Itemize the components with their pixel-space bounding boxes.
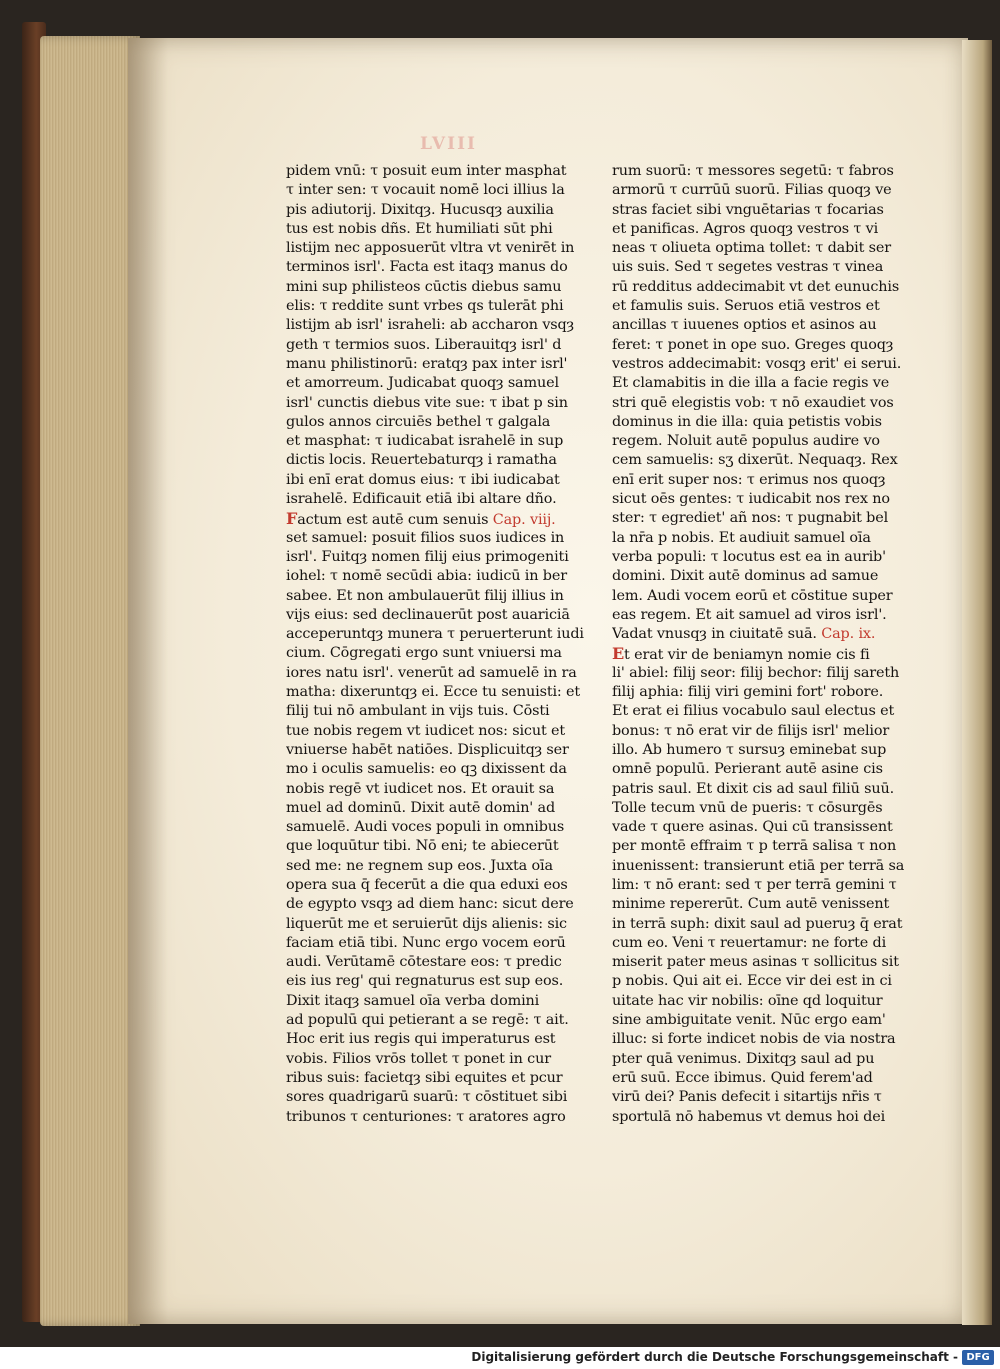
text-line xyxy=(612,837,912,856)
text-line xyxy=(286,857,586,876)
line-text: sportulā nō habemus vt demus hoi dei xyxy=(612,1108,886,1125)
line-text: t erat vir de beniamyn nomie cis fi xyxy=(624,647,870,664)
line-text: et panificas. Agros quoqȝ vestros τ vi xyxy=(612,220,879,237)
text-line xyxy=(286,355,586,374)
line-text: minime repererūt. Cum autē venissent xyxy=(612,896,890,913)
line-text: Et clamabitis in die illa a facie regis ve xyxy=(612,375,890,392)
line-text: samuelē. Audi voces populi in omnibus xyxy=(286,819,565,836)
text-line xyxy=(612,818,912,837)
text-line xyxy=(612,972,912,991)
text-line xyxy=(286,297,586,316)
text-line xyxy=(286,625,586,644)
text-line xyxy=(286,895,586,914)
funding-note: Digitalisierung gefördert durch die Deutsche Forschungsgemeinschaft - xyxy=(471,1350,958,1364)
text-line xyxy=(612,606,912,625)
text-line xyxy=(286,1088,586,1107)
text-line xyxy=(286,162,586,181)
line-text: lem. Audi vocem eorū et cōstitue super xyxy=(612,587,893,604)
text-line xyxy=(612,760,912,779)
text-line xyxy=(286,780,586,799)
line-text: faciam etiā tibi. Nunc ergo vocem eorū xyxy=(286,934,566,951)
line-text: Dixit itaqȝ samuel oīa verba domini xyxy=(286,992,540,1009)
line-text: audi. Verūtamē cōtestare eos: τ predic xyxy=(286,954,562,971)
line-text: τ inter sen: τ vocauit nomē loci illius la xyxy=(286,182,565,199)
line-text: stras faciet sibi vnguētarias τ focarias xyxy=(612,201,884,218)
text-line xyxy=(612,432,912,451)
text-line xyxy=(286,336,586,355)
text-line xyxy=(612,1050,912,1069)
page-right-edge xyxy=(962,40,992,1325)
line-text: cium. Cōgregati ergo sunt vniuersi ma xyxy=(286,645,562,662)
chapter-rubric: Cap. ix. xyxy=(816,626,876,643)
line-text: stri quē elegistis vob: τ nō exaudiet vos xyxy=(612,394,894,411)
text-line xyxy=(612,1011,912,1030)
line-text: Et erat ei filius vocabulo saul electus et xyxy=(612,703,895,720)
line-text: listijm nec apposuerūt vltra vt venirēt in xyxy=(286,240,575,257)
line-text: virū dei? Panis defecit i sitartijs nr̄is τ xyxy=(612,1089,882,1106)
line-text: terminos isrl'. Facta est itaqȝ manus do xyxy=(286,259,568,276)
line-text: vijs eius: sed declinauerūt post auariciā xyxy=(286,606,570,623)
text-line xyxy=(286,490,586,509)
text-line xyxy=(286,587,586,606)
text-line xyxy=(286,1050,586,1069)
footer-bar xyxy=(0,1347,1000,1369)
line-text: nobis regē vt iudicet nos. Et orauit sa xyxy=(286,780,555,797)
line-text: enī erit super nos: τ erimus nos quoqȝ xyxy=(612,471,886,488)
text-line xyxy=(612,316,912,335)
line-text: mo i oculis samuelis: eo qꝫ dixissent da xyxy=(286,761,567,778)
text-line xyxy=(612,644,912,663)
line-text: vade τ quere asinas. Qui cū transissent xyxy=(612,819,893,836)
text-line xyxy=(612,780,912,799)
text-line xyxy=(286,606,586,625)
text-line xyxy=(612,181,912,200)
text-line xyxy=(612,239,912,258)
text-line xyxy=(612,451,912,470)
text-line xyxy=(286,760,586,779)
text-line xyxy=(612,934,912,953)
text-line xyxy=(612,220,912,239)
line-text: israhelē. Edificauit etiā ibi altare dño. xyxy=(286,491,557,508)
text-line xyxy=(286,394,586,413)
line-text: uis suis. Sed τ segetes vestras τ vinea xyxy=(612,259,884,276)
line-text: sine ambiguitate venit. Nūc ergo eam' xyxy=(612,1012,886,1029)
text-line xyxy=(612,529,912,548)
line-text: per montē effraim τ p terrā salisa τ non xyxy=(612,838,897,855)
text-line xyxy=(286,258,586,277)
line-text: miserit pater meus asinas τ sollicitus sit xyxy=(612,954,899,971)
text-line xyxy=(286,548,586,567)
line-text: in terrā suph: dixit saul ad pueruȝ q̄ erat xyxy=(612,915,903,932)
line-text: bonus: τ nō erat vir de filijs isrl' melior xyxy=(612,722,890,739)
line-text: liquerūt me et seruierūt dijs alienis: sic xyxy=(286,915,567,932)
text-line xyxy=(286,567,586,586)
text-line xyxy=(286,181,586,200)
line-text: tribunos τ centuriones: τ aratores agro xyxy=(286,1108,566,1125)
line-text: matha: dixeruntqȝ ei. Ecce tu senuisti: et xyxy=(286,684,581,701)
line-text: cem samuelis: sʒ dixerūt. Nequaqȝ. Rex xyxy=(612,452,898,469)
line-text: isrl' cunctis diebus vite sue: τ ibat p sin xyxy=(286,394,568,411)
text-line xyxy=(612,683,912,702)
text-line xyxy=(612,1088,912,1107)
gutter-shadow xyxy=(128,38,168,1324)
line-text: feret: τ ponet in ope suo. Greges quoqȝ xyxy=(612,336,894,353)
line-text: filij tui nō ambulant in vijs tuis. Cōsti xyxy=(286,703,550,720)
line-text: ad populū qui petierant a se regē: τ ait. xyxy=(286,1012,569,1029)
line-text: iores natu isrl'. venerūt ad samuelē in ra xyxy=(286,664,577,681)
line-text: et masphat: τ iudicabat israhelē in sup xyxy=(286,433,564,450)
line-text: cum eo. Veni τ reuertamur: ne forte di xyxy=(612,934,887,951)
text-line xyxy=(612,567,912,586)
text-line xyxy=(612,722,912,741)
text-line xyxy=(286,664,586,683)
text-line xyxy=(612,509,912,528)
text-line xyxy=(612,258,912,277)
line-text: eas regem. Et ait samuel ad viros isrl'. xyxy=(612,606,887,623)
line-text: opera sua q̄ fecerūt a die qua eduxi eos xyxy=(286,876,568,893)
line-text: vestros addecimabit: vosqȝ erit' ei serui. xyxy=(612,355,902,372)
text-line xyxy=(286,837,586,856)
text-line xyxy=(612,201,912,220)
text-line xyxy=(286,915,586,934)
line-text: acceperuntqȝ munera τ peruerterunt iudi xyxy=(286,626,584,643)
text-line xyxy=(286,471,586,490)
line-text: tue nobis regem vt iudicet nos: sicut et xyxy=(286,722,566,739)
text-line xyxy=(612,857,912,876)
text-line xyxy=(612,953,912,972)
line-text: set samuel: posuit filios suos iudices in xyxy=(286,529,565,546)
line-text: domini. Dixit autē dominus ad samue xyxy=(612,568,879,585)
line-text: que loquūtur tibi. Nō eni; te abiecerūt xyxy=(286,838,559,855)
line-text: illuc: si forte indicet nobis de via nostra xyxy=(612,1031,896,1048)
text-line xyxy=(286,1011,586,1030)
text-line xyxy=(612,915,912,934)
line-text: elis: τ reddite sunt vrbes qs tulerāt phi xyxy=(286,298,564,315)
text-line xyxy=(286,876,586,895)
line-text: mini sup philisteos cūctis diebus samu xyxy=(286,278,562,295)
line-text: uitate hac vir nobilis: oīne qd loquitur xyxy=(612,992,883,1009)
text-line xyxy=(612,587,912,606)
text-line xyxy=(612,1108,912,1127)
text-line xyxy=(612,625,912,644)
text-line xyxy=(286,934,586,953)
text-column-right xyxy=(612,162,912,1127)
rubricated-initial: F xyxy=(286,509,298,529)
line-text: geth τ termios suos. Liberauitqȝ isrl' d xyxy=(286,336,562,353)
text-line xyxy=(612,895,912,914)
text-line xyxy=(612,297,912,316)
text-line xyxy=(286,1108,586,1127)
line-text: lim: τ nō erant: sed τ per terrā gemini τ xyxy=(612,876,897,893)
rubricated-initial: E xyxy=(612,644,625,664)
chapter-rubric: Cap. viij. xyxy=(488,512,556,529)
text-line xyxy=(612,394,912,413)
text-line xyxy=(286,1030,586,1049)
line-text: verba populi: τ locutus est ea in aurib' xyxy=(612,548,886,565)
text-line xyxy=(286,818,586,837)
line-text: ribus suis: facietqȝ sibi equites et pcur xyxy=(286,1069,563,1086)
line-text: sed me: ne regnem sup eos. Juxta oīa xyxy=(286,857,553,874)
text-line xyxy=(286,1069,586,1088)
line-text: armorū τ currūū suorū. Filias quoqȝ ve xyxy=(612,182,892,199)
line-text: Hoc erit ius regis qui imperaturus est xyxy=(286,1031,556,1048)
line-text: erū suū. Ecce ibimus. Quid ferem'ad xyxy=(612,1069,873,1086)
text-line xyxy=(612,741,912,760)
text-line xyxy=(286,683,586,702)
text-line xyxy=(612,355,912,374)
text-line xyxy=(612,992,912,1011)
text-line xyxy=(286,201,586,220)
text-line xyxy=(612,876,912,895)
text-line xyxy=(286,278,586,297)
line-text: illo. Ab humero τ sursuȝ eminebat sup xyxy=(612,741,887,758)
text-line xyxy=(286,451,586,470)
line-text: gulos annos circuiēs bethel τ galgala xyxy=(286,413,551,430)
line-text: dominus in die illa: quia petistis vobis xyxy=(612,413,882,430)
text-column-left xyxy=(286,162,586,1127)
text-line xyxy=(286,741,586,760)
line-text: inuenissent: transierunt etiā per terrā sa xyxy=(612,857,905,874)
text-line xyxy=(286,509,586,528)
text-line xyxy=(612,702,912,721)
text-line xyxy=(612,162,912,181)
line-text: Vadat vnusqȝ in ciuitatē suā. xyxy=(612,626,817,643)
line-text: sicut oēs gentes: τ iudicabit nos rex no xyxy=(612,491,890,508)
text-line xyxy=(612,336,912,355)
line-text: pidem vnū: τ posuit eum inter masphat xyxy=(286,163,567,179)
text-line xyxy=(286,953,586,972)
line-text: li' abiel: filij seor: filij bechor: filij sareth xyxy=(612,664,900,681)
line-text: la nr̄a p nobis. Et audiuit samuel oīa xyxy=(612,529,871,546)
line-text: rum suorū: τ messores segetū: τ fabros xyxy=(612,163,894,179)
text-line xyxy=(286,644,586,663)
running-head: LVIII xyxy=(420,134,477,154)
page-stack-edge xyxy=(40,36,140,1326)
line-text: et amorreum. Judicabat quoqȝ samuel xyxy=(286,375,559,392)
line-text: regem. Noluit autē populus audire vo xyxy=(612,433,880,450)
line-text: vniuerse habēt natiōes. Displicuitqȝ ser xyxy=(286,741,569,758)
line-text: isrl'. Fuitqȝ nomen filij eius primogeniti xyxy=(286,548,569,565)
text-line xyxy=(612,1069,912,1088)
line-text: vobis. Filios vrōs tollet τ ponet in cur xyxy=(286,1050,551,1067)
line-text: eis ius reg' qui regnaturus est sup eos. xyxy=(286,973,564,990)
text-line xyxy=(612,471,912,490)
text-line xyxy=(286,220,586,239)
line-text: manu philistinorū: eratqȝ pax inter isrl' xyxy=(286,355,568,372)
line-text: tus est nobis dñs. Et humiliati sūt phi xyxy=(286,220,553,237)
line-text: pter quā venimus. Dixitqȝ saul ad pu xyxy=(612,1050,875,1067)
line-text: patris saul. Et dixit cis ad saul filiū suū. xyxy=(612,780,895,797)
text-line xyxy=(286,239,586,258)
line-text: Tolle tecum vnū de pueris: τ cōsurgēs xyxy=(612,799,883,816)
text-line xyxy=(612,374,912,393)
text-line xyxy=(612,490,912,509)
text-line xyxy=(612,799,912,818)
text-line xyxy=(286,702,586,721)
line-text: actum est autē cum senuis xyxy=(297,512,489,529)
line-text: p nobis. Qui ait ei. Ecce vir dei est in ci xyxy=(612,973,892,990)
line-text: dictis locis. Reuertebaturqȝ i ramatha xyxy=(286,452,557,469)
text-line xyxy=(286,529,586,548)
text-line xyxy=(286,316,586,335)
text-line xyxy=(286,972,586,991)
text-line xyxy=(612,278,912,297)
line-text: de egypto vsqȝ ad diem hanc: sicut dere xyxy=(286,896,574,913)
line-text: sabee. Et non ambulauerūt filij illius in xyxy=(286,587,564,604)
text-line xyxy=(286,722,586,741)
text-line xyxy=(612,548,912,567)
text-line xyxy=(612,1030,912,1049)
line-text: neas τ oliueta optima tollet: τ dabit ser xyxy=(612,240,892,257)
line-text: pis adiutorij. Dixitqȝ. Hucusqȝ auxilia xyxy=(286,201,554,218)
line-text: iohel: τ nomē secūdi abia: iudicū in ber xyxy=(286,568,567,585)
text-line xyxy=(286,799,586,818)
text-line xyxy=(286,374,586,393)
text-line xyxy=(286,432,586,451)
line-text: ibi enī erat domus eius: τ ibi iudicabat xyxy=(286,471,560,488)
line-text: ster: τ egrediet' añ nos: τ pugnabit bel xyxy=(612,510,889,527)
dfg-logo: DFG xyxy=(962,1350,994,1365)
line-text: listijm ab isrl' israheli: ab accharon vsqȝ xyxy=(286,317,574,334)
line-text: rū redditus addecimabit vt det eunuchis xyxy=(612,278,900,295)
line-text: ancillas τ iuuenes optios et asinos au xyxy=(612,317,877,334)
line-text: muel ad dominū. Dixit autē domin' ad xyxy=(286,799,556,816)
line-text: omnē populū. Perierant autē asine cis xyxy=(612,761,883,778)
text-line xyxy=(612,413,912,432)
text-line xyxy=(286,992,586,1011)
line-text: sores quadrigarū suarū: τ cōstituet sibi xyxy=(286,1089,568,1106)
text-line xyxy=(612,664,912,683)
text-line xyxy=(286,413,586,432)
line-text: filij aphia: filij viri gemini fort' robore. xyxy=(612,684,884,701)
line-text: et famulis suis. Seruos etiā vestros et xyxy=(612,298,880,315)
